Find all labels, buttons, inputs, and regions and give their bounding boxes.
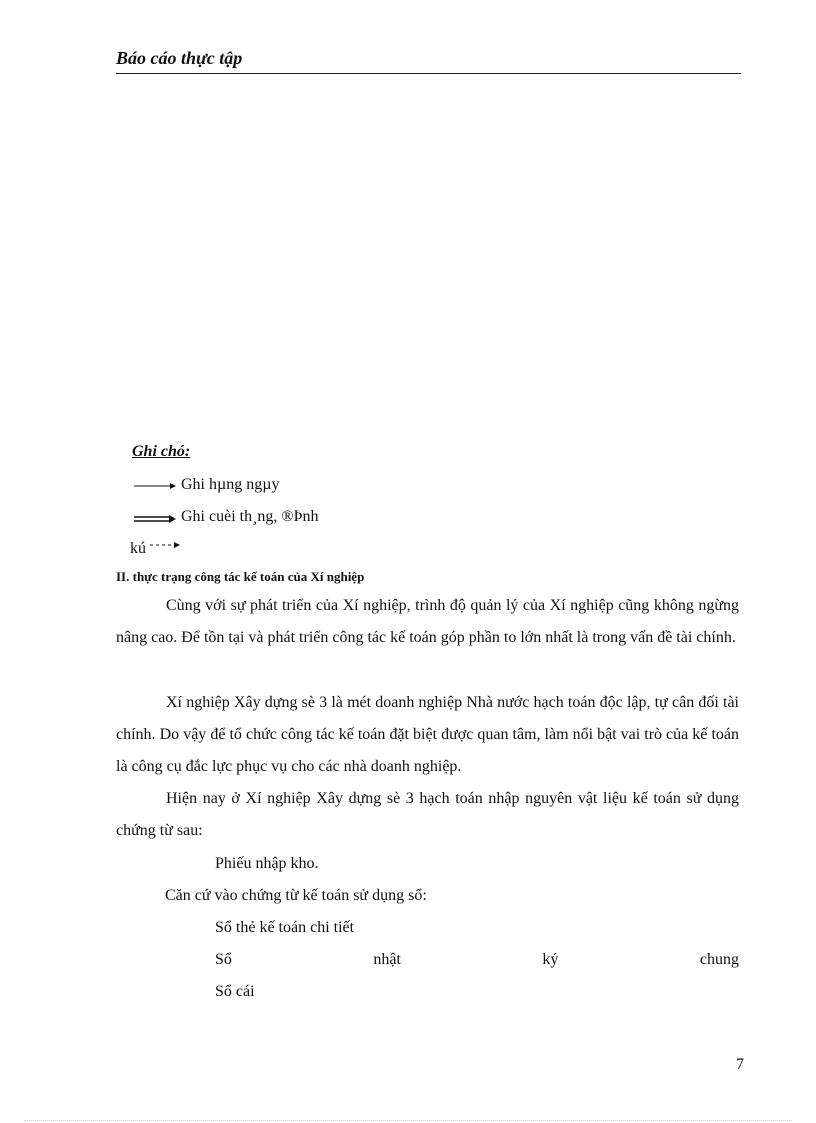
page-number: 7 [736, 1056, 744, 1073]
single-arrow-icon [134, 482, 176, 490]
legend-title: Ghi chó: [132, 443, 191, 460]
book-detail: Sổ thẻ kế toán chi tiết [215, 919, 355, 936]
double-arrow-icon [134, 514, 176, 524]
paragraph-development: Cùng với sự phát triển của Xí nghiệp, trình độ quản lý của Xí nghiệp cũng không ngừng nâng cao. Để tồn tại và phát triển công tác kế toán góp phần to lớn nhất là trong vấn đề tài chính. [116, 597, 739, 646]
section-heading: II. thực trạng công tác kế toán của Xí nghiệp [116, 569, 365, 584]
legend-label-periodic: Ghi cuèi th¸ng, ®Þnh [181, 508, 319, 525]
dashed-arrow-icon [150, 541, 180, 549]
voucher-item: Phiếu nhập kho. [215, 855, 319, 872]
book-ledger: Sổ cái [215, 983, 255, 1000]
book-journal [215, 944, 739, 976]
book-journal-word: chung [699, 951, 739, 968]
book-journal-word: ký [542, 951, 559, 968]
paragraph-enterprise: Xí nghiệp Xây dựng sè 3 là mét doanh nghiệp Nhà nước hạch toán độc lập, tự cân đối tài chính. Do vậy để tổ chức công tác kế toán đặt biệt được quan tâm, làm nổi bật vai trò của kế toán là công cụ đắc lực phục vụ cho các nhà doanh nghiệp. [116, 694, 739, 775]
header-title: Báo cáo thực tập [116, 48, 243, 68]
legend-label-daily: Ghi hµng ngµy [181, 476, 280, 493]
footer-divider [24, 1120, 792, 1121]
book-journal-word: nhật [373, 951, 401, 968]
header-rule [116, 73, 741, 74]
legend-label-period: kú [130, 540, 146, 557]
book-journal-word: Sổ [215, 951, 232, 968]
books-intro: Căn cứ vào chứng từ kế toán sử dụng sổ: [165, 887, 427, 904]
paragraph-vouchers: Hiện nay ở Xí nghiệp Xây dựng sè 3 hạch toán nhập nguyên vật liệu kế toán sử dụng chứng từ sau: [116, 790, 739, 839]
